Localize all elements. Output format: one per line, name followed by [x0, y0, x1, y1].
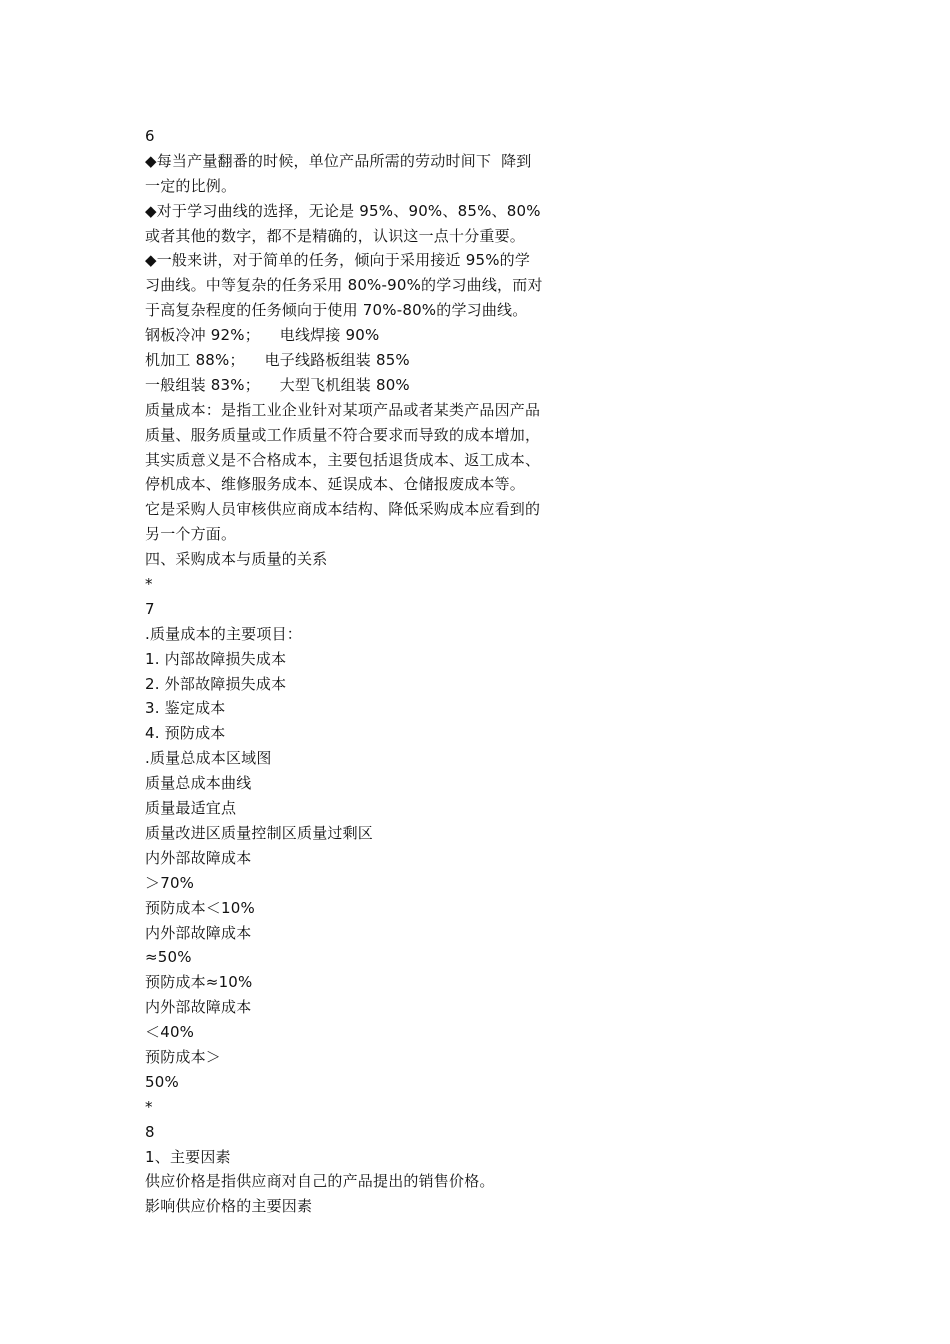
- text-line: 供应价格是指供应商对自己的产品提出的销售价格。: [145, 1172, 495, 1191]
- slide-number: 7: [145, 599, 155, 618]
- separator-mark: *: [145, 575, 153, 594]
- text-line: 质量、服务质量或工作质量不符合要求而导致的成本增加，: [145, 425, 541, 444]
- text-line: 50%: [145, 1072, 179, 1091]
- text-line: 于高复杂程度的任务倾向于使用 70%-80%的学习曲线。: [145, 301, 528, 320]
- list-item: 4. 预防成本: [145, 724, 226, 743]
- text-line: 其实质意义是不合格成本，主要包括退货成本、返工成本、: [145, 450, 541, 469]
- text-line: ◆一般来讲，对于简单的任务，倾向于采用接近 95%的学: [145, 251, 531, 270]
- text-line: 一定的比例。: [145, 176, 237, 195]
- text-line: ◆对于学习曲线的选择，无论是 95%、90%、85%、80%: [145, 201, 541, 220]
- slide-number: 8: [145, 1122, 155, 1141]
- text-line: 内外部故障成本: [145, 923, 252, 942]
- text-line: 钢板冷冲 92%； 电线焊接 90%: [145, 326, 380, 345]
- separator-mark: *: [145, 1097, 153, 1116]
- text-line: 内外部故障成本: [145, 848, 252, 867]
- text-line: 停机成本、维修服务成本、延误成本、仓储报废成本等。: [145, 475, 526, 494]
- text-line: 预防成本＞: [145, 1047, 222, 1066]
- text-line: ◆每当产量翻番的时候，单位产品所需的劳动时间下 降到: [145, 151, 532, 170]
- list-item: 2. 外部故障损失成本: [145, 674, 287, 693]
- text-line: 预防成本＜10%: [145, 898, 255, 917]
- text-line: 质量改进区质量控制区质量过剩区: [145, 823, 374, 842]
- text-line: 它是采购人员审核供应商成本结构、降低采购成本应看到的: [145, 500, 541, 519]
- section-heading: 1、主要因素: [145, 1147, 231, 1166]
- text-line: 影响供应价格的主要因素: [145, 1197, 313, 1216]
- text-line: 质量最适宜点: [145, 799, 237, 818]
- section-heading: 四、采购成本与质量的关系: [145, 550, 328, 569]
- text-line: ＜40%: [145, 1023, 195, 1042]
- text-line: .质量成本的主要项目：: [145, 624, 302, 643]
- text-line: ≈50%: [145, 948, 192, 967]
- list-item: 1. 内部故障损失成本: [145, 649, 287, 668]
- text-line: 习曲线。中等复杂的任务采用 80%-90%的学习曲线，而对: [145, 276, 543, 295]
- text-line: 或者其他的数字，都不是精确的，认识这一点十分重要。: [145, 226, 526, 245]
- text-line: 另一个方面。: [145, 525, 237, 544]
- text-line: 质量总成本曲线: [145, 774, 252, 793]
- slide-number: 6: [145, 127, 155, 145]
- text-line: 机加工 88%； 电子线路板组装 85%: [145, 351, 410, 370]
- list-item: 3. 鉴定成本: [145, 699, 226, 718]
- text-line: 质量成本：是指工业企业针对某项产品或者某类产品因产品: [145, 400, 541, 419]
- text-line: 内外部故障成本: [145, 998, 252, 1017]
- text-line: 一般组装 83%； 大型飞机组装 80%: [145, 375, 410, 394]
- text-line: .质量总成本区域图: [145, 749, 272, 768]
- document-body: [145, 124, 605, 1219]
- text-line: 预防成本≈10%: [145, 973, 253, 992]
- text-line: ＞70%: [145, 873, 195, 892]
